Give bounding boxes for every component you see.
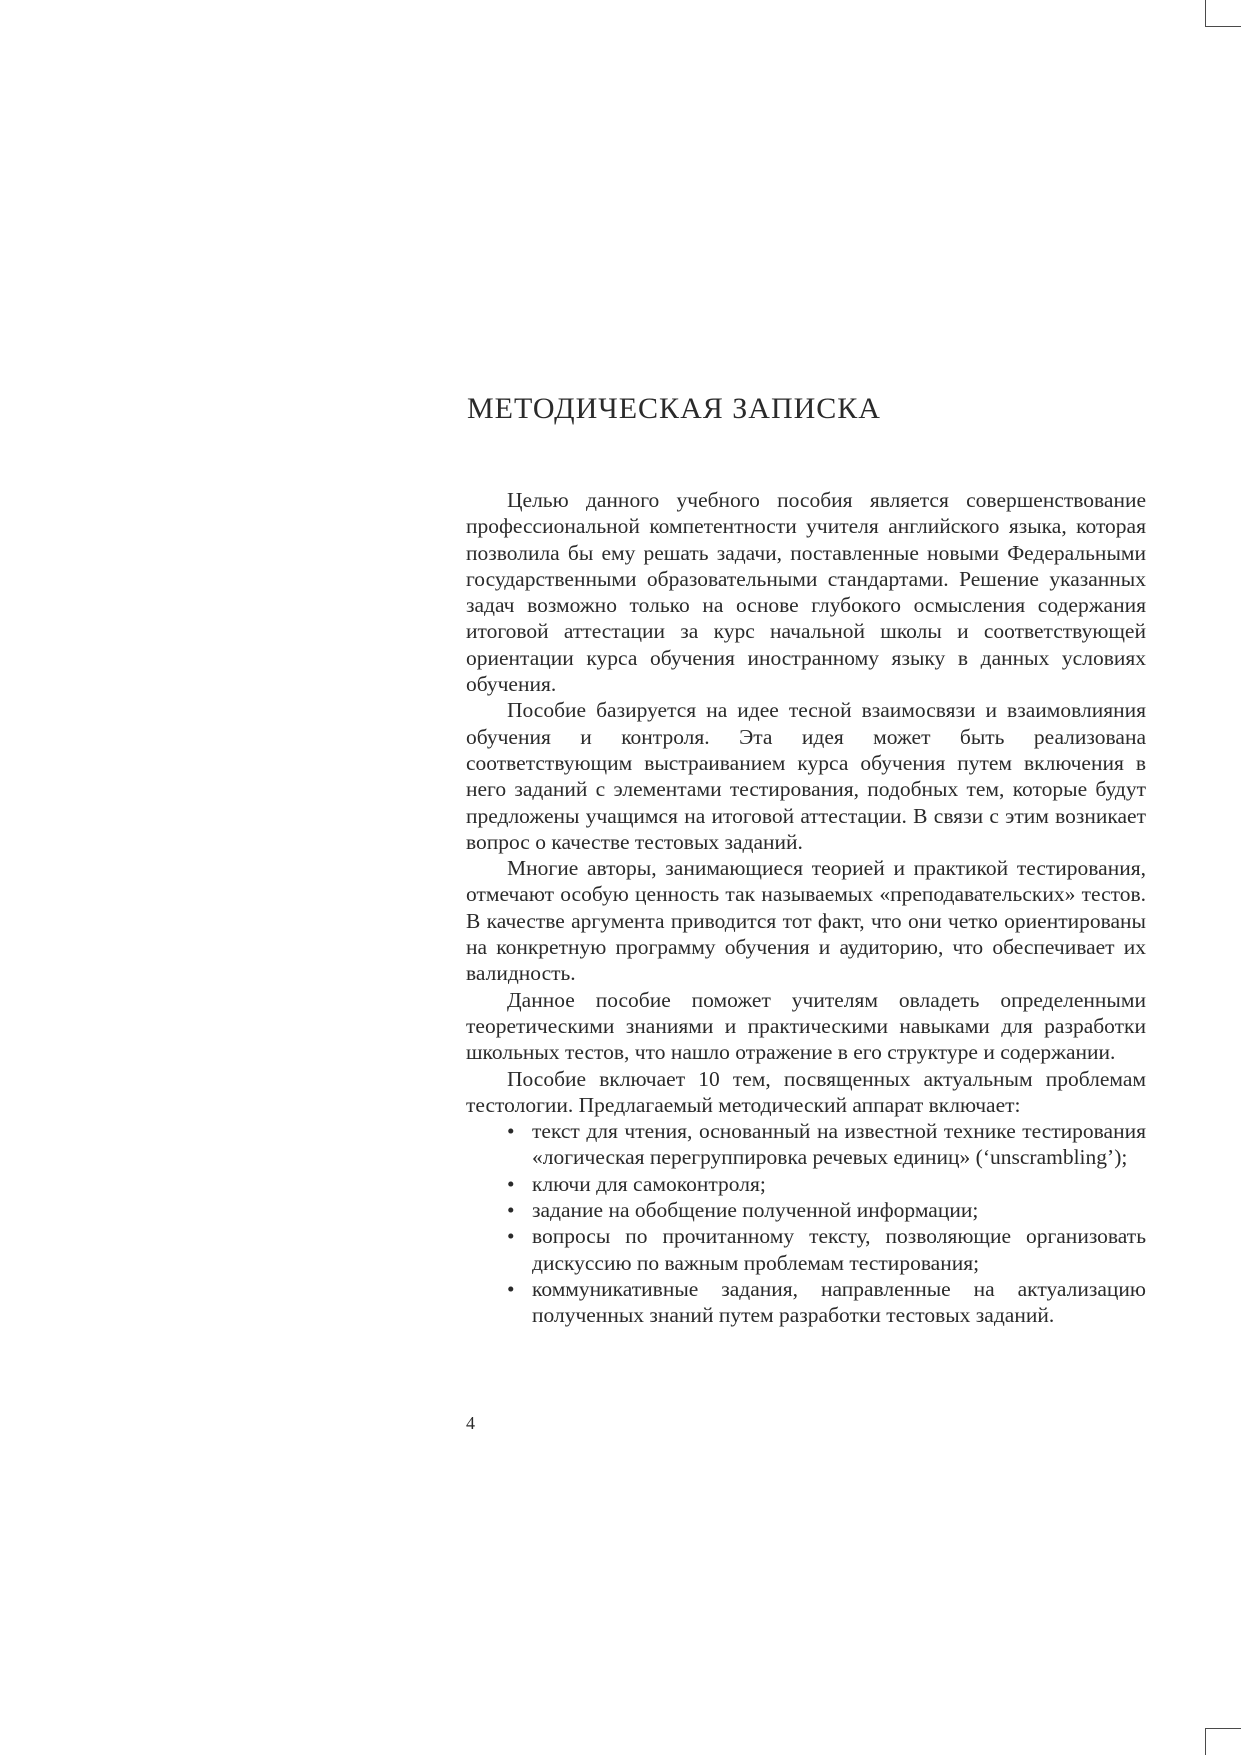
bullet-list [466, 1118, 1146, 1328]
list-item-text: вопросы по прочитанному тексту, позволяющие организовать дискуссию по важным проблемам тестирования; [532, 1224, 1146, 1275]
list-item-text: коммуникативные задания, направленные на актуализацию полученных знаний путем разработки тестовых заданий. [532, 1276, 1146, 1328]
page-number: 4 [466, 1413, 475, 1433]
crop-mark-bottom-vertical [1205, 1728, 1206, 1755]
paragraph-3: Многие авторы, занимающиеся теорией и практикой тестирования, отмечают особую ценность так называемых «преподавательских» тестов. В качестве аргумента приводится тот факт, что они четко ориентированы на конкретную программу обучения и аудиторию, что обеспечивает их валидность. [466, 856, 1146, 986]
bullet-icon: • [507, 1171, 515, 1196]
paragraph-1: Целью данного учебного пособия является совершенствование профессиональной компетентности учителя английского языка, которая позволила бы ему решать задачи, поставленные новыми Федеральными государственными образовательными стандартами. Решение указанных задач возможно только на основе глубокого осмысления содержания итоговой аттестации за курс начальной школы и соответствующей ориентации курса обучения иностранному языку в данных условиях обучения. [466, 488, 1146, 697]
bullet-icon: • [507, 1224, 515, 1249]
list-item-text: текст для чтения, основанный на известной технике тестирования «логическая перегруппировка речевых единиц» (‘unscrambling’); [532, 1119, 1146, 1170]
list-item [507, 1197, 1146, 1223]
page-title: МЕТОДИЧЕСКАЯ ЗАПИСКА [467, 392, 881, 425]
crop-mark-top-horizontal [1205, 26, 1241, 27]
list-item [507, 1276, 1146, 1329]
bullet-icon: • [507, 1119, 515, 1144]
crop-mark-top-vertical [1205, 0, 1206, 27]
paragraph-4: Данное пособие поможет учителям овладеть определенными теоретическими знаниями и практическими навыками для разработки школьных тестов, что нашло отражение в его структуре и содержании. [466, 987, 1146, 1065]
crop-mark-bottom-horizontal [1205, 1728, 1241, 1729]
bullet-icon: • [507, 1198, 515, 1223]
list-item [507, 1223, 1146, 1276]
body-text [466, 487, 1146, 1329]
list-item-text: задание на обобщение полученной информации; [532, 1198, 979, 1223]
list-item-text: ключи для самоконтроля; [532, 1171, 766, 1196]
bullet-icon: • [507, 1276, 515, 1301]
list-item [507, 1171, 1146, 1197]
paragraph-2: Пособие базируется на идее тесной взаимосвязи и взаимовлияния обучения и контроля. Эта идея может быть реализована соответствующим выстраиванием курса обучения путем включения в него заданий с элементами тестирования, подобных тем, которые будут предложены учащимся на итоговой аттестации. В связи с этим возникает вопрос о качестве тестовых заданий. [466, 698, 1146, 854]
list-item [507, 1118, 1146, 1171]
paragraph-5: Пособие включает 10 тем, посвященных актуальным проблемам тестологии. Предлагаемый методический аппарат включает: [466, 1066, 1146, 1117]
